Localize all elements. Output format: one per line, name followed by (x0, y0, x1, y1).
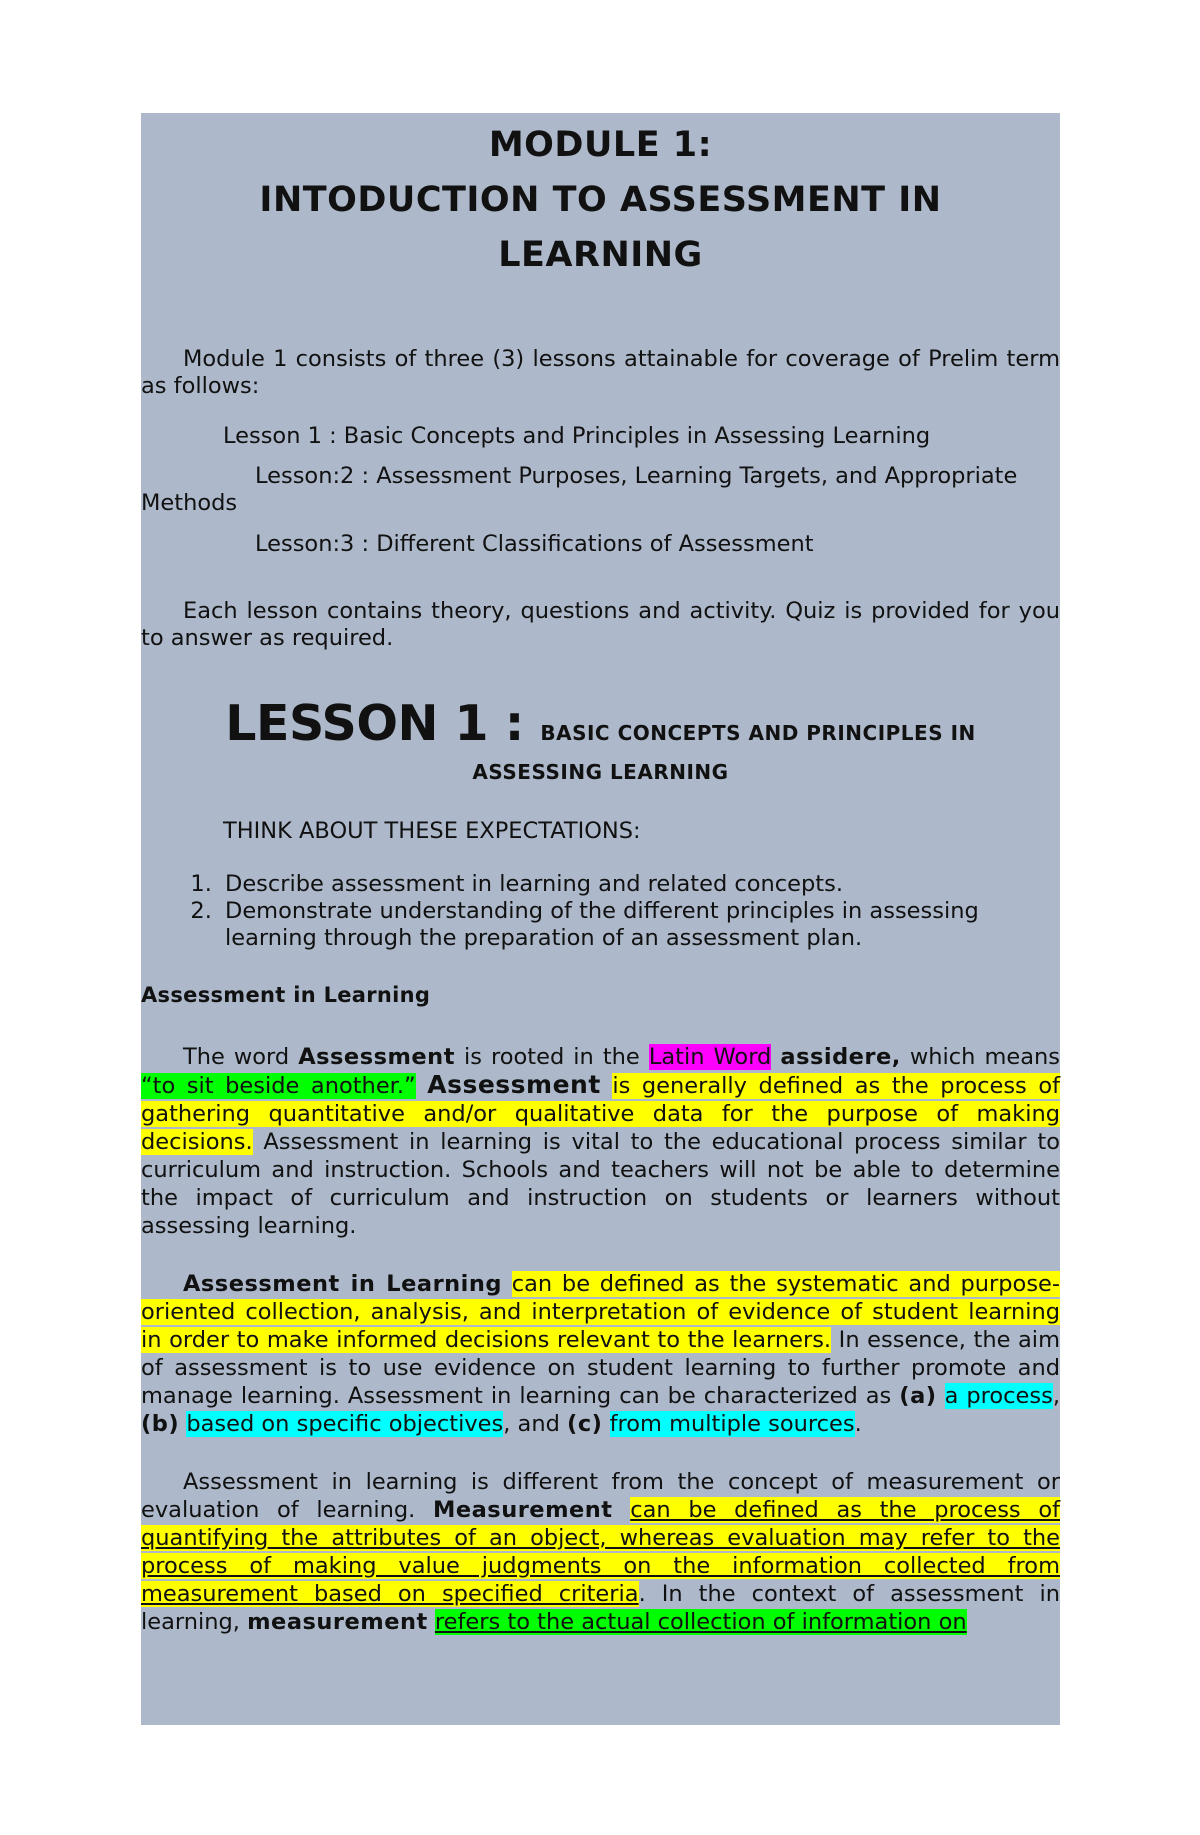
lesson-2-line-cont: Methods (141, 490, 238, 516)
highlight-cyan: from multiple sources (609, 1411, 855, 1437)
bold-term: (b) (141, 1411, 180, 1437)
highlight-cyan: based on specific objectives (186, 1411, 504, 1437)
bold-term: (a) (899, 1383, 937, 1409)
paragraph-1 (141, 1043, 1060, 1240)
section-heading: Assessment in Learning (141, 983, 431, 1007)
text-run: Assessment in learning is different from the concept of measurement or evaluation of learning. (141, 1469, 1060, 1523)
highlight-yellow: can be defined as the systematic and purpose-oriented collection, analysis, and interpretation of evidence of student learning in order to make informed decisions relevant to the learners. (141, 1271, 1061, 1353)
text-run: Assessment in learning is vital to the educational process similar to curriculum and instruction. Schools and teachers will not be able to determine the impact of curriculum and instruction on students or learners without assessing learning. (141, 1129, 1060, 1239)
highlight-yellow: is generally defined as the process of gathering quantitative and/or qualitative data for the purpose of making decisions. (141, 1073, 1061, 1155)
text-run (502, 1271, 512, 1297)
text-run: is rooted in the (454, 1044, 649, 1070)
text-run: . In the context of assessment in learning, (141, 1581, 1060, 1635)
module-title (141, 117, 1060, 283)
paragraph-3 (141, 1468, 1060, 1636)
text-run: , (1052, 1383, 1060, 1409)
bold-term: Assessment (298, 1044, 455, 1070)
text-run (613, 1497, 631, 1523)
list-item: 1. Describe assessment in learning and related concepts. (219, 871, 1060, 898)
bold-term: Measurement (432, 1497, 613, 1523)
lesson-1-line: Lesson 1 : Basic Concepts and Principles in Assessing Learning (223, 423, 931, 449)
text-run: . (854, 1411, 862, 1437)
text-run (416, 1073, 428, 1099)
text-run (428, 1609, 435, 1635)
lesson-1-subtitle-1: BASIC CONCEPTS AND PRINCIPLES IN (540, 721, 976, 745)
text-run: , and (503, 1411, 568, 1437)
highlight-green-underlined: refers to the actual collection of information on (434, 1609, 967, 1635)
text-run (602, 1411, 609, 1437)
bold-term: (c) (567, 1411, 603, 1437)
lesson-1-big: LESSON 1 : (225, 695, 541, 752)
think-heading: THINK ABOUT THESE EXPECTATIONS: (223, 818, 641, 844)
highlight-cyan: a process (944, 1383, 1053, 1409)
bold-term: measurement (247, 1609, 428, 1635)
text-run: In essence, the aim of assessment is to use evidence on student learning to further promote and manage learning. Assessment in learning can be characterized as (141, 1327, 1060, 1409)
each-lesson-paragraph: Each lesson contains theory, questions and activity. Quiz is provided for you to answer as required. (141, 598, 1060, 651)
lesson-3-line: Lesson:3 : Different Classifications of Assessment (255, 531, 814, 557)
title-line-3: LEARNING (498, 235, 703, 275)
bold-term: assidere, (780, 1044, 901, 1070)
highlight-green: “to sit beside another.” (141, 1073, 416, 1099)
lesson-2-line: Lesson:2 : Assessment Purposes, Learning Targets, and Appropriate (255, 463, 1018, 489)
intro-paragraph: Module 1 consists of three (3) lessons attainable for coverage of Prelim term as follows: (141, 346, 1060, 399)
title-line-1: MODULE 1: (488, 125, 713, 165)
document-page (141, 113, 1060, 1725)
paragraph-2 (141, 1270, 1060, 1438)
text-run: The word (183, 1044, 299, 1070)
highlight-magenta: Latin Word (648, 1044, 772, 1070)
text-run (601, 1073, 613, 1099)
lesson-1-subtitle-2: ASSESSING LEARNING (472, 760, 729, 784)
expectations-list (141, 871, 1060, 952)
bold-term: Assessment (427, 1070, 601, 1099)
list-item: 2. Demonstrate understanding of the different principles in assessing learning through the preparation of an assessment plan. (219, 898, 1060, 952)
highlight-yellow-underlined: can be defined as the process of quantifying the attributes of an object, whereas evaluation may refer to the process of making value judgments on the information collected from measurement based on specified criteria (141, 1497, 1061, 1607)
text-run: which means (900, 1044, 1060, 1070)
text-run (937, 1383, 945, 1409)
lesson-1-heading (141, 695, 1060, 752)
bold-term: Assessment in Learning (183, 1271, 503, 1297)
title-line-2: INTODUCTION TO ASSESSMENT IN (259, 180, 942, 220)
